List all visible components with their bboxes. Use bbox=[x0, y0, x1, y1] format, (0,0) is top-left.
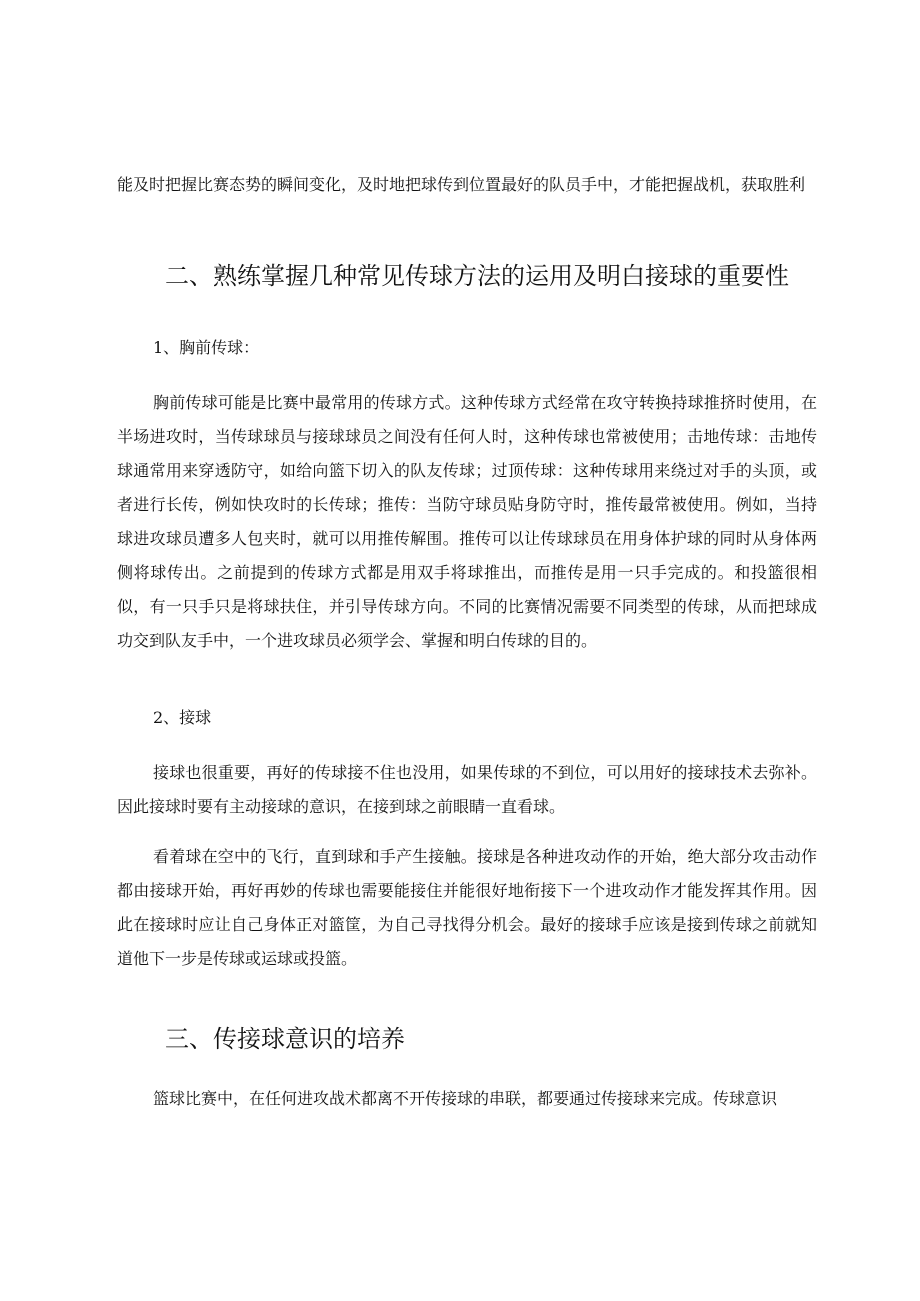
subheading-catch: 2、接球 bbox=[153, 708, 212, 727]
paragraph-last: 篮球比赛中，在任何进攻战术都离不开传接球的串联，都要通过传接球来完成。传球意识 bbox=[153, 1089, 778, 1108]
section-heading-3: 三、传接球意识的培养 bbox=[165, 1025, 405, 1053]
subheading-chest-pass: 1、胸前传球： bbox=[153, 338, 260, 357]
section-heading-2: 二、熟练掌握几种常见传球方法的运用及明白接球的重要性 bbox=[165, 262, 789, 290]
paragraph-chest-pass: 胸前传球可能是比赛中最常用的传球方式。这种传球方式经常在攻守转换持球推挤时使用，在半场进攻时，当传球球员与接球球员之间没有任何人时，这种传球也常被使用；击地传球：击地传球通常用来穿透防守，如给向篮下切入的队友传球；过顶传球：这种传球用来绕过对手的头顶，或者进行长传，例如快攻时的长传球；推传：当防守球员贴身防守时，推传最常被使用。例如，当持球进攻球员遭多人包夹时，就可以用推传解围。推传可以让传球球员在用身体护球的同时从身体两侧将球传出。之前提到的传球方式都是用双手将球推出，而推传是用一只手完成的。和投篮很相似，有一只手只是将球扶住，并引导传球方向。不同的比赛情况需要不同类型的传球，从而把球成功交到队友手中，一个进攻球员必须学会、掌握和明白传球的目的。 bbox=[117, 393, 817, 650]
paragraph-catch-1: 接球也很重要，再好的传球接不住也没用，如果传球的不到位，可以用好的接球技术去弥补。因此接球时要有主动接球的意识，在接到球之前眼睛一直看球。 bbox=[117, 763, 817, 816]
paragraph-catch-2: 看着球在空中的飞行，直到球和手产生接触。接球是各种进攻动作的开始，绝大部分攻击动作都由接球开始，再好再妙的传球也需要能接住并能很好地衔接下一个进攻动作才能发挥其作用。因此在接球时应让自己身体正对篮筐，为自己寻找得分机会。最好的接球手应该是接到传球之前就知道他下一步是传球或运球或投篮。 bbox=[117, 847, 817, 968]
paragraph-intro: 能及时把握比赛态势的瞬间变化，及时地把球传到位置最好的队员手中，才能把握战机，获取胜利 bbox=[117, 175, 806, 194]
